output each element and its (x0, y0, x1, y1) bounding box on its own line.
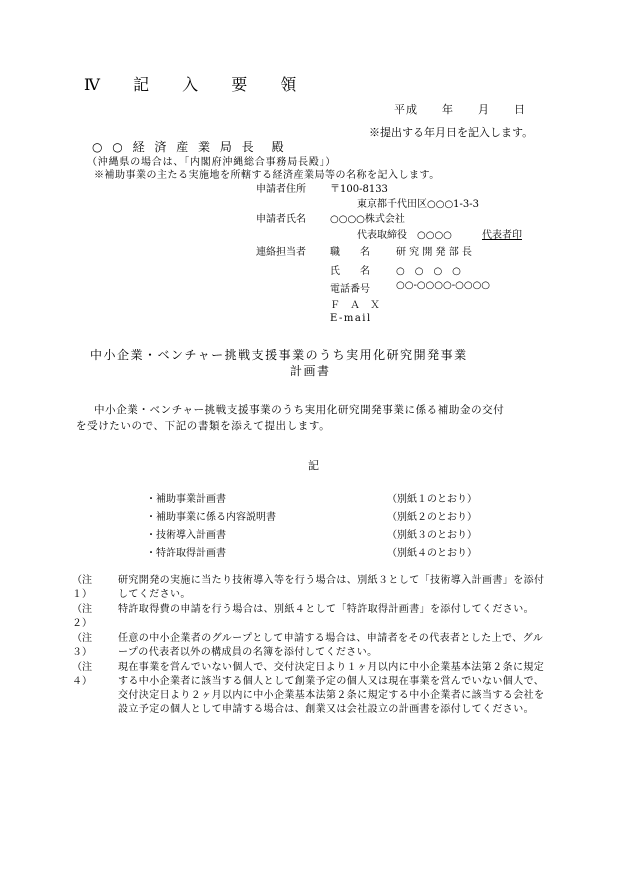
contact-name-value: ○ ○ ○ ○ (396, 266, 461, 277)
okinawa-note: （沖縄県の場合は、「内閣府沖縄総合事務局長殿」） (87, 157, 337, 168)
contact-name-label: 氏 名 (330, 266, 370, 277)
applicant-address: 東京都千代田区○○○1-3-3 (357, 199, 480, 210)
applicant-address-label: 申請者住所 (256, 184, 306, 195)
contact-fax-label: Ｆ Ａ Ｘ (330, 300, 380, 311)
note-4-text: 現在事業を営んでいない個人で、交付決定日より１ヶ月以内に中小企業基本法第２条に規定する中小企業者に該当する個人として創業予定の個人又は現在事業を営んでいない個人で、交付決定日より２ヶ月以内に中小企業基本法第２条に規定する中小企業者に該当する会社を設立予定の個人として申請する場合は、創業又は会社設立の計画書を添付してください。 (118, 662, 545, 715)
postal-code: 〒100-8133 (330, 184, 388, 195)
representative: 代表取締役 ○○○○ (357, 230, 452, 241)
contact-phone-label: 電話番号 (330, 284, 370, 295)
bureau-note: ※補助事業の主たる実施地を所轄する経済産業局等の名称を記入します。 (94, 170, 440, 181)
contact-email-label: E-mail (330, 313, 372, 324)
contact-phone-value: ○○-○○○○-○○○○ (396, 280, 491, 291)
document-item-1: ・補助事業計画書 (146, 494, 226, 505)
document-ref-2: （別紙２のとおり） (387, 512, 477, 523)
note-2-label: （注２） (72, 604, 92, 629)
addressee-name: ○ ○ 経 済 産 業 局 長 殿 (92, 140, 287, 154)
note-1-label: （注１） (72, 575, 92, 600)
contact-label: 連絡担当者 (256, 247, 306, 258)
representative-seal: 代表者印 (482, 230, 522, 241)
document-ref-1: （別紙１のとおり） (387, 494, 477, 505)
date-line: 平成 年 月 日 (394, 103, 526, 116)
applicant-name-label: 申請者氏名 (256, 214, 306, 225)
date-note: ※提出する年月日を記入します。 (369, 126, 534, 139)
company-name: ○○○○株式会社 (330, 214, 405, 225)
ki-heading: 記 (308, 459, 319, 472)
body-line2: を受けたいので、下記の書類を添えて提出します。 (76, 420, 331, 432)
document-ref-4: （別紙４のとおり） (387, 548, 477, 559)
contact-position-value: 研 究 開 発 部 長 (396, 247, 472, 258)
section-heading: Ⅳ 記 入 要 領 (84, 75, 311, 94)
document-item-4: ・特許取得計画書 (146, 548, 226, 559)
document-title-line1: 中小企業・ベンチャー挑戦支援事業のうち実用化研究開発事業 (90, 348, 468, 362)
body-line1: 中小企業・ベンチャー挑戦支援事業のうち実用化研究開発事業に係る補助金の交付 (94, 404, 505, 416)
note-2-text: 特許取得費の申請を行う場合は、別紙４として「特許取得計画書」を添付してください。 (118, 604, 534, 615)
document-item-3: ・技術導入計画書 (146, 530, 226, 541)
note-1-text: 研究開発の実施に当たり技術導入等を行う場合は、別紙３として「技術導入計画書」を添付してください。 (118, 575, 545, 600)
note-3-text: 任意の中小企業者のグループとして申請する場合は、申請者をその代表者とした上で、グループの代表者以外の構成員の名簿を添付してください。 (118, 633, 544, 658)
document-title-line2: 計画書 (290, 364, 331, 378)
note-3-label: （注３） (72, 633, 92, 658)
contact-position-label: 職 名 (330, 247, 370, 258)
note-4-label: （注４） (72, 662, 92, 687)
document-item-2: ・補助事業に係る内容説明書 (146, 512, 276, 523)
document-ref-3: （別紙３のとおり） (387, 530, 477, 541)
